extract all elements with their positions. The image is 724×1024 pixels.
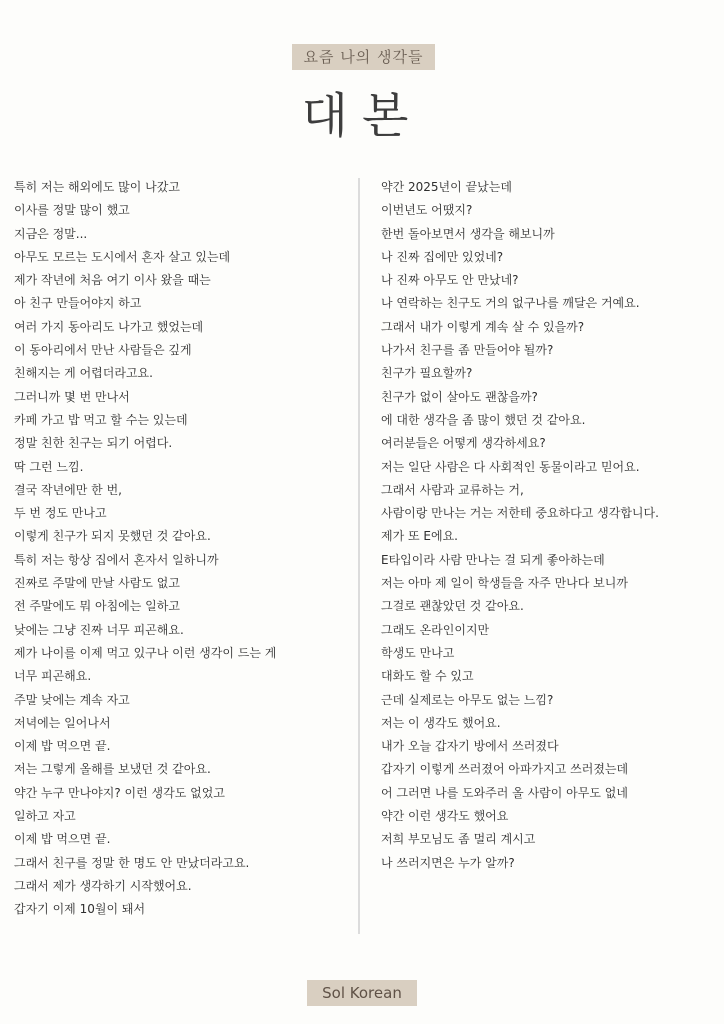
script-line: 그래서 친구를 정말 한 명도 안 만났더라고요. — [14, 855, 250, 870]
script-line: 친구가 필요할까? — [381, 366, 473, 381]
script-line: 저는 그렇게 올해를 보냈던 것 같아요. — [14, 762, 211, 777]
script-line: 그래도 온라인이지만 — [381, 622, 490, 637]
script-line: 갑자기 이제 10월이 돼서 — [14, 902, 146, 917]
script-line: 그래서 사람과 교류하는 거, — [381, 482, 524, 497]
script-line: 갑자기 이렇게 쓰러졌어 아파가지고 쓰러졌는데 — [381, 762, 629, 777]
script-line: 이사를 정말 많이 했고 — [14, 203, 130, 218]
script-line: 저녁에는 일어나서 — [14, 715, 111, 730]
script-line: 전 주말에도 뭐 아침에는 일하고 — [14, 599, 180, 614]
script-line: 이 동아리에서 만난 사람들은 깊게 — [14, 343, 192, 358]
script-line: 특히 저는 항상 집에서 혼자서 일하니까 — [14, 552, 219, 567]
script-line: 딱 그런 느낌. — [14, 459, 84, 474]
script-line: 제가 또 E에요. — [381, 529, 458, 544]
script-line: 약간 누구 만나야지? 이런 생각도 없었고 — [14, 785, 225, 800]
script-line: 너무 피곤해요. — [14, 669, 92, 684]
script-line: 지금은 정말... — [14, 226, 88, 241]
script-line: 여러 가지 동아리도 나가고 했었는데 — [14, 319, 204, 334]
script-line: 아 친구 만들어야지 하고 — [14, 296, 142, 311]
script-line: 근데 실제로는 아무도 없는 느낌? — [381, 692, 554, 707]
page-title: 대본 — [301, 88, 423, 144]
script-line: 아무도 모르는 도시에서 혼자 살고 있는데 — [14, 249, 231, 264]
script-line: 그래서 제가 생각하기 시작했어요. — [14, 878, 192, 893]
script-line: 이제 밥 먹으면 끝. — [14, 739, 111, 754]
script-line: 낮에는 그냥 진짜 너무 피곤해요. — [14, 622, 184, 637]
script-line: 한번 돌아보면서 생각을 해보니까 — [381, 226, 555, 241]
script-line: 특히 저는 해외에도 많이 나갔고 — [14, 180, 180, 194]
script-line: 저는 이 생각도 했어요. — [381, 715, 501, 730]
script-line: 그러니까 몇 번 만나서 — [14, 389, 130, 404]
script-line: 두 번 정도 만나고 — [14, 506, 107, 521]
script-line: 카페 가고 밥 먹고 할 수는 있는데 — [14, 412, 188, 427]
script-line: 여러분들은 어떻게 생각하세요? — [381, 436, 546, 451]
script-line: 대화도 할 수 있고 — [381, 669, 474, 684]
script-line: E타입이라 사람 만나는 걸 되게 좋아하는데 — [381, 552, 605, 567]
script-line: 내가 오늘 갑자기 방에서 쓰러졌다 — [381, 739, 559, 754]
script-line: 학생도 만나고 — [381, 645, 455, 660]
script-line: 저희 부모님도 좀 멀리 계시고 — [381, 832, 536, 847]
script-line: 저는 아마 제 일이 학생들을 자주 만나다 보니까 — [381, 576, 628, 591]
header-label: 요즘 나의 생각들 — [292, 44, 435, 70]
script-line: 그래서 내가 이렇게 계속 살 수 있을까? — [381, 319, 585, 334]
left-text-column — [14, 176, 352, 922]
script-line: 그걸로 괜찮았던 것 같아요. — [381, 599, 524, 614]
script-line: 나 진짜 아무도 안 만났네? — [381, 273, 519, 288]
script-line: 사람이랑 만나는 거는 저한테 중요하다고 생각합니다. — [381, 506, 659, 521]
script-line: 약간 이런 생각도 했어요 — [381, 809, 509, 824]
script-line: 나 쓰러지면은 누가 알까? — [381, 855, 515, 870]
script-line: 친해지는 게 어렵더라고요. — [14, 366, 153, 381]
script-line: 어 그러면 나를 도와주러 올 사람이 아무도 없네 — [381, 785, 628, 800]
footer-brand-label: Sol Korean — [307, 980, 417, 1006]
script-line: 이렇게 친구가 되지 못했던 것 같아요. — [14, 529, 211, 544]
script-line: 나 진짜 집에만 있었네? — [381, 249, 504, 264]
script-line: 제가 작년에 처음 여기 이사 왔을 때는 — [14, 273, 211, 288]
right-text-column — [381, 176, 716, 875]
script-line: 저는 일단 사람은 다 사회적인 동물이라고 믿어요. — [381, 459, 640, 474]
script-line: 약간 2025년이 끝났는데 — [381, 180, 512, 194]
script-line: 에 대한 생각을 좀 많이 했던 것 같아요. — [381, 412, 586, 427]
script-line: 이번년도 어땠지? — [381, 203, 473, 218]
script-line: 나 연락하는 친구도 거의 없구나를 깨달은 거예요. — [381, 296, 640, 311]
script-line: 나가서 친구를 좀 만들어야 될까? — [381, 343, 554, 358]
column-divider — [358, 178, 360, 934]
script-line: 결국 작년에만 한 번, — [14, 482, 122, 497]
script-line: 진짜로 주말에 만날 사람도 없고 — [14, 576, 180, 591]
script-line: 제가 나이를 이제 먹고 있구나 이런 생각이 드는 게 — [14, 645, 277, 660]
script-line: 정말 친한 친구는 되기 어렵다. — [14, 436, 173, 451]
script-line: 일하고 자고 — [14, 809, 76, 824]
script-line: 주말 낮에는 계속 자고 — [14, 692, 130, 707]
script-line: 친구가 없이 살아도 괜찮을까? — [381, 389, 538, 404]
script-line: 이제 밥 먹으면 끝. — [14, 832, 111, 847]
